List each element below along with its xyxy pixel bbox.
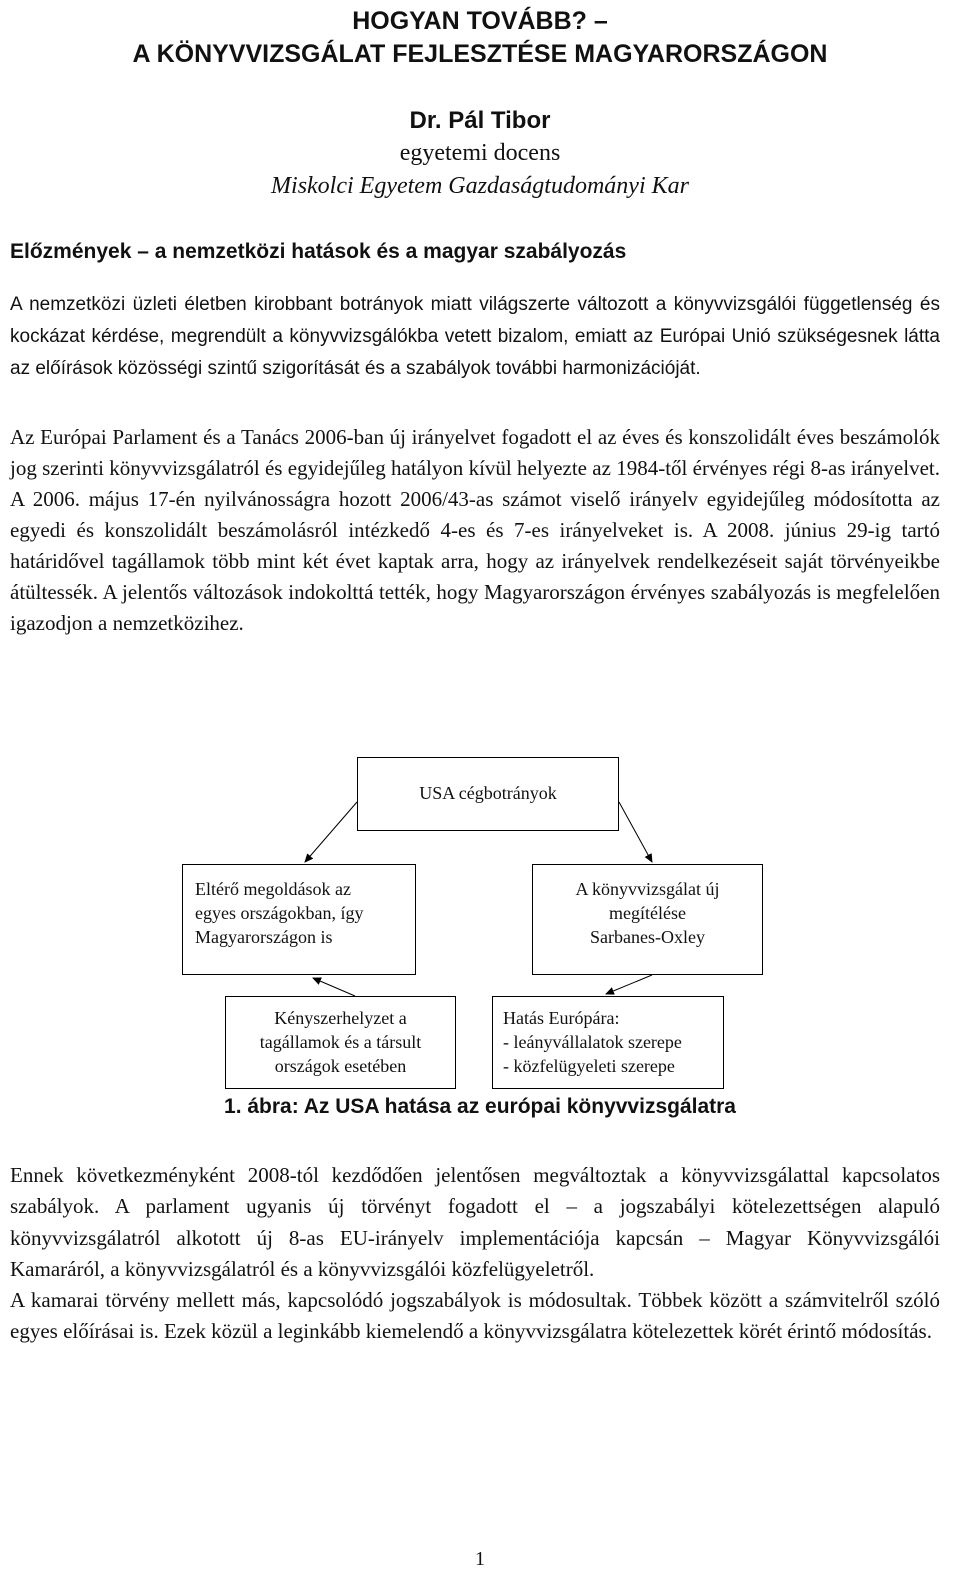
box-elter-line-1: Eltérő megoldások az [195, 879, 351, 899]
box-elter-line-3: Magyarországon is [195, 927, 333, 947]
box-usa-scandals [357, 757, 619, 831]
author-affiliation: Miskolci Egyetem Gazdaságtudományi Kar [271, 173, 689, 199]
box-konyv-line-3: Sarbanes-Oxley [590, 927, 705, 947]
box-kenyszer-line-1: Kényszerhelyzet a [274, 1008, 407, 1028]
box-impact-europe [492, 996, 724, 1089]
box-different-solutions [182, 864, 416, 975]
author-block [0, 104, 960, 203]
influence-diagram [0, 740, 960, 1090]
box-hatas-line-2: - leányvállalatok szerepe [503, 1032, 682, 1052]
arrow-usa-to-konyv [619, 802, 652, 862]
intro-paragraph: A nemzetközi üzleti életben kirobbant botrányok miatt világszerte változott a könyvvizsgálói függetlenség és kockázat kérdése, megrendült a könyvvizsgálókba vetett bizalom, emiatt az Európai Unió szükségesnek látta az előírások közösségi szintű szigorítását és a szabályok további harmonizációját. [10, 294, 940, 379]
box-konyv-line-2: megítélése [609, 903, 686, 923]
arrow-kenyszer-to-elter [313, 978, 355, 996]
chamber-paragraph: A kamarai törvény mellett más, kapcsolódó jogszabályok is módosultak. Többek között a számvitelről szóló egyes előírásai is. Ezek közül a leginkább kiemelendő a könyvvizsgálatra kötelezettek körét érintő módosítás. [10, 1288, 940, 1344]
author-position: egyetemi docens [399, 140, 561, 166]
eu-directive-paragraph: Az Európai Parlament és a Tanács 2006-ban új irányelvet fogadott el az éves és konszolidált éves beszámolók jog szerinti könyvvizsgálatról és egyidejűleg hatályon kívül helyezte az 1984-től érvényes régi 8-as irányelvet. A 2006. május 17-én nyilvánosságra hozott 2006/43-as számot viselő irányelv egyidejűleg módosította az egyedi és konszolidált beszámolásról intézkedő 4-es és 7-es irányelveket is. A 2008. június 29-ig tartó határidővel tagállamok több mint két évet kaptak arra, hogy az irányelvek rendelkezéseit saját törvényeikbe átültessék. A jelentős változások indokolttá tették, hogy Magyarországon érvényes szabályozás is megfelelően igazodjon a nemzetközihez. [10, 425, 940, 635]
box-kenyszer-line-2: tagállamok és a társult [259, 1032, 422, 1052]
box-elter-line-2: egyes országokban, így [195, 903, 364, 923]
arrow-usa-to-elter [305, 802, 357, 862]
box-forced-situation [225, 996, 456, 1089]
page-number: 1 [475, 1548, 485, 1570]
section-heading: Előzmények – a nemzetközi hatások és a magyar szabályozás [10, 240, 627, 263]
title-line-1: HOGYAN TOVÁBB? – [352, 7, 608, 35]
author-name: Dr. Pál Tibor [409, 107, 551, 134]
arrow-konyv-to-hatas [606, 975, 652, 994]
box-hatas-line-1: Hatás Európára: [503, 1008, 620, 1028]
box-audit-perception [532, 864, 763, 975]
box-kenyszer-line-3: országok esetében [274, 1056, 407, 1076]
consequence-paragraph: Ennek következményként 2008-tól kezdődően jelentősen megváltoztak a könyvvizsgálattal kapcsolatos szabályok. A parlament ugyanis új törvényt fogadott el – a jogszabályi kötelezettségen alapuló könyvvizsgálatról alkotott új 8-as EU-irányelv implementációja kapcsán – Magyar Könyvvizsgálói Kamaráról, a könyvvizsgálatról és a könyvvizsgálói közfelügyeletről. [10, 1163, 940, 1281]
box-hatas-line-3: - közfelügyeleti szerepe [503, 1056, 675, 1076]
closing-text [10, 1160, 940, 1348]
figure-caption: 1. ábra: Az USA hatása az európai könyvvizsgálatra [224, 1095, 736, 1118]
box-konyv-line-1: A könyvvizsgálat új [575, 879, 720, 899]
box-usa-line: USA cégbotrányok [419, 783, 557, 803]
title-line-2: A KÖNYVVIZSGÁLAT FEJLESZTÉSE MAGYARORSZÁGON [132, 40, 828, 68]
